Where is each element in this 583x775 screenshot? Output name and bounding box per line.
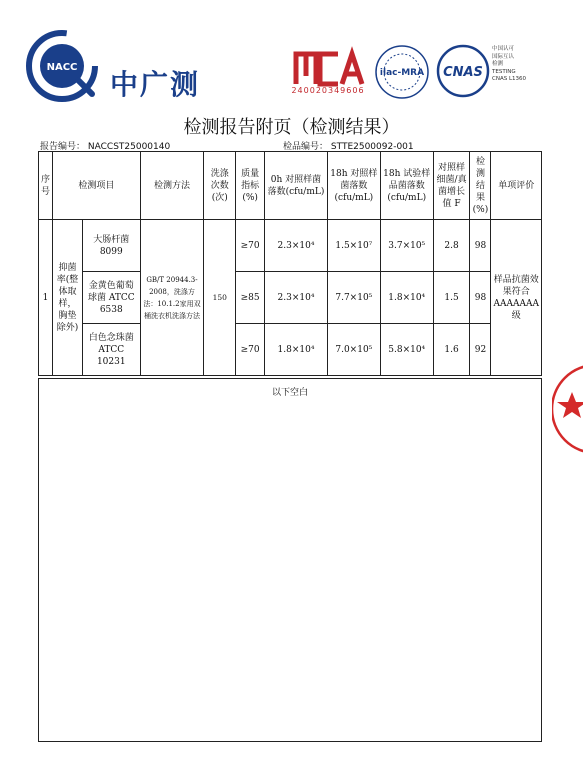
col-header-ctrl-18h: 18h 对照样菌落数(cfu/mL) [327,152,380,220]
cell-growth-f: 2.8 [433,220,470,272]
cell-quality-index: ≥85 [236,272,265,324]
cell-test-18h: 5.8×10⁴ [380,324,433,376]
cell-method: GB/T 20944.3-2008，洗涤方法：10.1.2家用双桶洗衣机洗涤方法 [140,220,204,376]
cell-item-group: 抑菌率(整体取样，胸垫除外) [53,220,83,376]
table-header-row [39,152,542,220]
col-header-evaluation: 单项评价 [491,152,542,220]
svg-text:ilac-MRA: ilac-MRA [379,68,425,78]
col-header-result: 检测结果(%) [470,152,491,220]
blank-area [38,378,542,742]
blank-note: 以下空白 [271,388,308,398]
col-header-ctrl-0h: 0h 对照样菌落数(cfu/mL) [265,152,328,220]
cell-ctrl-18h: 7.0×10⁵ [327,324,380,376]
brand-name: 中广测 [110,68,201,101]
cell-organism: 白色念珠菌 ATCC 10231 [82,324,140,376]
cell-quality-index: ≥70 [236,324,265,376]
col-header-quality-index: 质量指标(%) [236,152,265,220]
cell-ctrl-18h: 7.7×10⁵ [327,272,380,324]
col-header-item: 检测项目 [53,152,141,220]
nacc-logo [26,30,98,102]
cell-result: 92 [470,324,491,376]
cnas-line: TESTING [492,68,516,75]
cnas-accreditation-text [492,46,526,84]
cell-result: 98 [470,272,491,324]
cell-quality-index: ≥70 [236,220,265,272]
cnas-line: 中国认可 [492,46,515,52]
page-title: 检测报告附页（检测结果） [183,117,400,138]
table-row [39,272,542,324]
cma-number: 240020349606 [291,86,365,95]
table-row [39,324,542,376]
cnas-line: 检测 [492,61,504,67]
cnas-logo [436,44,490,98]
cell-result: 98 [470,220,491,272]
cell-test-18h: 3.7×10⁵ [380,220,433,272]
cell-ctrl-0h: 1.8×10⁴ [265,324,328,376]
cell-growth-f: 1.5 [433,272,470,324]
cell-growth-f: 1.6 [433,324,470,376]
report-number-value: NACCST25000140 [87,142,171,152]
ilac-mra-logo [374,44,430,100]
svg-text:CNAS: CNAS [443,65,483,80]
cell-washes: 150 [204,220,236,376]
col-header-method: 检测方法 [140,152,204,220]
table-row [39,220,542,272]
report-number-label: 报告编号： [40,142,86,152]
cell-seq: 1 [39,220,53,376]
cell-test-18h: 1.8×10⁴ [380,272,433,324]
col-header-washes: 洗涤次数(次) [204,152,236,220]
sample-number-label: 检品编号： [283,142,329,152]
cell-ctrl-0h: 2.3×10⁴ [265,220,328,272]
svg-text:NACC: NACC [46,62,78,73]
col-header-seq: 序号 [39,152,53,220]
cell-ctrl-18h: 1.5×10⁷ [327,220,380,272]
cell-organism: 金黄色葡萄球菌 ATCC 6538 [82,272,140,324]
sample-number-value: STTE2500092-001 [330,142,414,152]
cnas-line: 国际互认 [492,53,515,60]
results-table [38,151,542,376]
cell-ctrl-0h: 2.3×10⁴ [265,272,328,324]
cell-evaluation: 样品抗菌效果符合AAAAAAA级 [491,220,542,376]
seal-stamp-fragment [552,350,583,468]
cnas-line: CNAS L1360 [492,76,527,82]
col-header-test-18h: 18h 试验样品菌落数(cfu/mL) [380,152,433,220]
cell-organism: 大肠杆菌 8099 [82,220,140,272]
col-header-growth-f: 对照样细菌/真菌增长值 F [433,152,470,220]
